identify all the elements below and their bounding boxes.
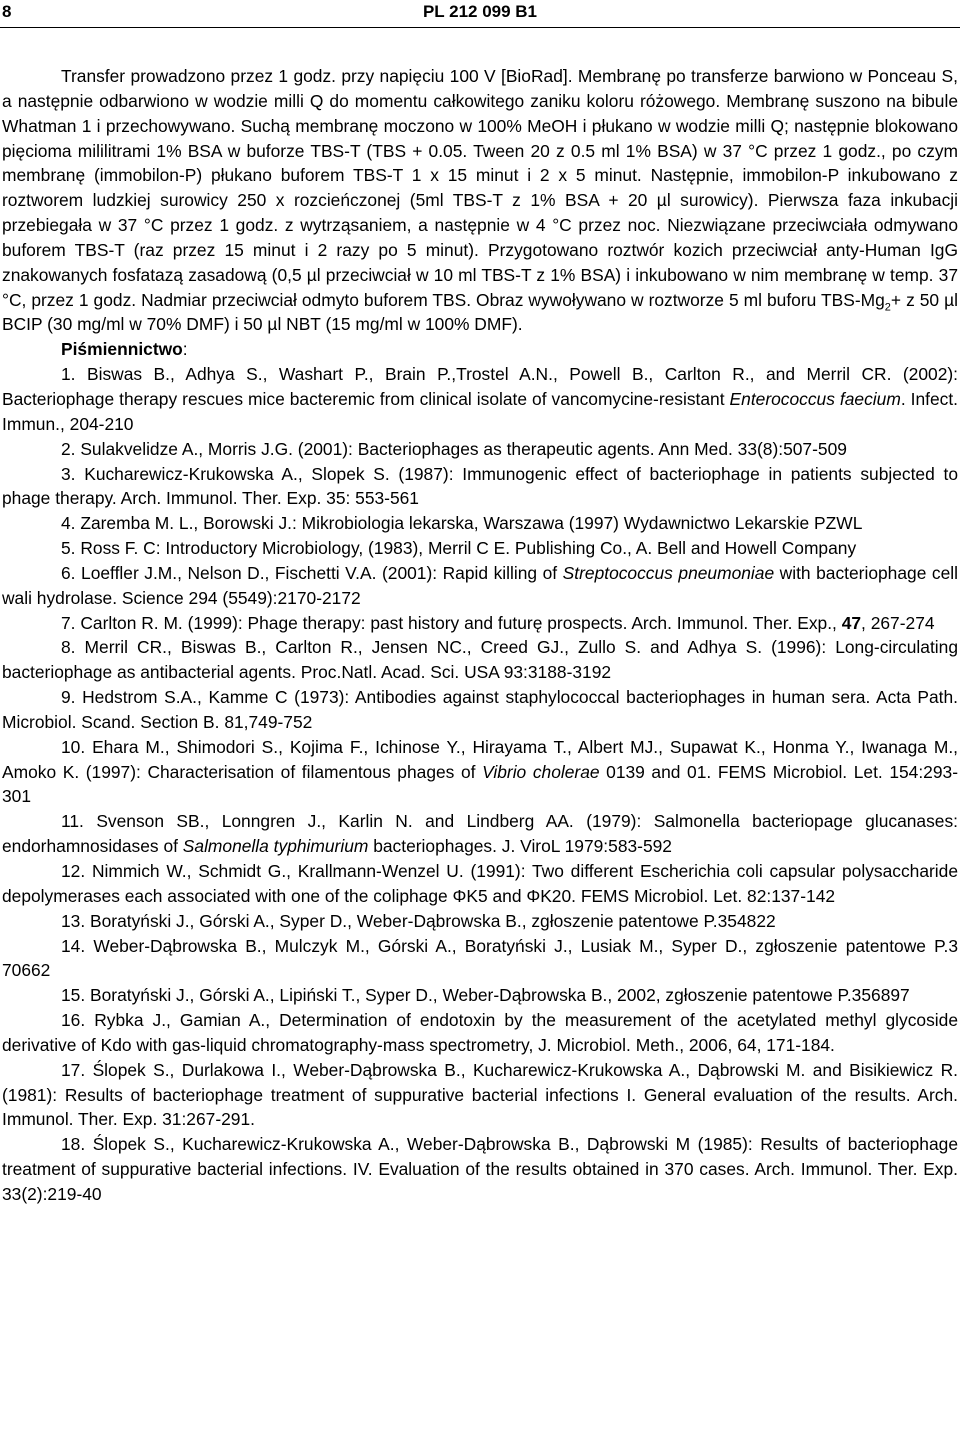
reference-item — [2, 536, 958, 561]
reference-text: 11. Svenson SB., Lonngren J., Karlin N. and Lindberg AA. (1979): Salmonella bacteriopage glucanases: endorhamnosidases of — [2, 811, 958, 857]
reference-text: 17. Ślopek S., Durlakowa I., Weber-Dąbrowska B., Kucharewicz-Krukowska A., Dąbrowski M. and Bisikiewicz R. (1981): Results of bacteriophage treatment of suppurative bacterial infections I. General evaluation of the results. Arch. Immunol. Ther. Exp. 31:267-291. — [2, 1059, 958, 1130]
procedure-text-part2: + z 50 µl BCIP (30 mg/ml w 70% DMF) i 50 µl NBT (15 mg/ml w 100% DMF). — [2, 289, 958, 335]
reference-item — [2, 635, 958, 685]
reference-item — [2, 561, 958, 611]
reference-list — [2, 362, 958, 1207]
reference-item — [2, 1058, 958, 1133]
reference-text: 2. Sulakvelidze A., Morris J.G. (2001): Bacteriophages as therapeutic agents. Ann Med. 33(8):507-509 — [61, 438, 847, 459]
page-header — [0, 0, 960, 26]
header-rule — [0, 27, 960, 28]
reference-text: 15. Boratyński J., Górski A., Lipiński T., Syper D., Weber-Dąbrowska B., 2002, zgłoszenie patentowe P.356897 — [61, 985, 910, 1006]
references-heading-colon: : — [182, 339, 188, 360]
reference-italic: Streptococcus pneumoniae — [562, 562, 775, 583]
reference-item — [2, 362, 958, 437]
document-body — [2, 64, 958, 1207]
reference-text-end: , 267-274 — [861, 612, 935, 633]
reference-item — [2, 909, 958, 934]
reference-text: 7. Carlton R. M. (1999): Phage therapy: past history and futurę prospects. Arch. Immunol. Ther. Exp., — [61, 612, 842, 633]
reference-item — [2, 983, 958, 1008]
reference-item — [2, 1008, 958, 1058]
reference-item — [2, 611, 958, 636]
reference-text: 1. Biswas B., Adhya S., Washart P., Brain P.,Trostel A.N., Powell B., Carlton R., and Merril CR. (2002): Bacteriophage therapy rescues mice bacteremic from clinical isolate of vancomycine-resistant — [2, 364, 958, 409]
reference-text: 18. Ślopek S., Kucharewicz-Krukowska A., Weber-Dąbrowska B., Dąbrowski M (1985): Results of bacteriophage treatment of suppurative bacterial infections. IV. Evaluation of the results obtained in 370 cases. Arch. Immunol. Ther. Exp. 33(2):219-40 — [2, 1134, 958, 1204]
reference-italic: Vibrio cholerae — [482, 761, 600, 782]
reference-bold: 47 — [841, 612, 862, 633]
reference-text-end: . Infect. Immun., 204-210 — [2, 388, 959, 434]
page-number: 8 — [2, 2, 12, 21]
reference-text: 5. Ross F. C: Introductory Microbiology, (1983), Merril C E. Publishing Co., A. Bell and Howell Company — [61, 538, 857, 559]
reference-text: 3. Kucharewicz-Krukowska A., Slopek S. (1987): Immunogenic effect of bacteriophage in patients subjected to phage therapy. Arch. Immunol. Ther. Exp. 35: 553-561 — [2, 463, 958, 509]
reference-text: 9. Hedstrom S.A., Kamme C (1973): Antibodies against staphylococcal bacteriophages in human sera. Acta Path. Microbiol. Scand. Section B. 81,749-752 — [2, 687, 958, 732]
reference-italic: Salmonella typhimurium — [182, 836, 369, 857]
references-heading — [2, 337, 958, 362]
reference-item — [2, 859, 958, 909]
reference-italic: Enterococcus faecium — [729, 388, 901, 409]
patent-number: PL 212 099 B1 — [422, 2, 538, 21]
reference-text-end: bacteriophages. J. ViroL 1979:583-592 — [368, 836, 672, 857]
reference-text-end: with bacteriophage cell wali hydrolase. Science 294 (5549):2170-2172 — [2, 562, 958, 608]
reference-item — [2, 735, 958, 810]
reference-item — [2, 809, 958, 859]
reference-text: 16. Rybka J., Gamian A., Determination of endotoxin by the measurement of the acetylated methyl glycoside derivative of Kdo with gas-liquid chromatography-mass spectrometry, J. Microbiol. Meth., 2006, 64, 171-184. — [2, 1010, 958, 1055]
reference-item — [2, 934, 958, 984]
reference-item — [2, 511, 958, 536]
reference-text: 6. Loeffler J.M., Nelson D., Fischetti V.A. (2001): Rapid killing of — [61, 562, 563, 583]
references-heading-text: Piśmiennictwo — [61, 339, 183, 360]
reference-text: 14. Weber-Dąbrowska B., Mulczyk M., Górski A., Boratyński J., Lusiak M., Syper D., zgłoszenie patentowe P.3 70662 — [2, 935, 958, 981]
reference-text: 12. Nimmich W., Schmidt G., Krallmann-Wenzel U. (1991): Two different Escherichia coli capsular polysaccharide depolymerases each associated with one of the coliphage ΦK5 and ΦK20. FEMS Microbiol. Let. 82:137-142 — [2, 861, 958, 906]
reference-text: 8. Merril CR., Biswas B., Carlton R., Jensen NC., Creed GJ., Zullo S. and Adhya S. (1996): Long-circulating bacteriophage as antibacterial agents. Proc.Natl. Acad. Sci. USA 93:3188-3192 — [2, 637, 958, 683]
procedure-text-part1: Transfer prowadzono przez 1 godz. przy napięciu 100 V [BioRad]. Membranę po transferze barwiono w Ponceau S, a następnie odbarwiono w wodzie milli Q do momentu całkowitego zaniku koloru różowego. Membranę suszono na bibule Whatman 1 i przechowywano. Suchą membranę moczono w 100% MeOH i płukano w wodzie milli Q; następnie blokowano pięcioma mililitrami 1% BSA w buforze TBS-T (TBS + 0.05. Tween 20 z 0.5 ml 1% BSA) w 37 °C przez 1 godz., po czym membranę (immobilon-P) płukano buforem TBS-T 1 x 15 minut i 2 x 5 minut. Następnie, immobilon-P inkubowano z roztworem ludzkiej surowicy 250 x rozcieńczonej (5ml TBS-T z 1% BSA + 20 µl surowicy). Pierwsza faza inkubacji przebiegała w 37 °C przez 1 godz. z wytrząsaniem, a następnie w 4 °C przez noc. Niezwiązane przeciwciała odmywano buforem TBS-T (raz przez 15 minut i 2 razy po 5 minut). Przygotowano roztwór kozich przeciwciał anty-Human IgG znakowanych fosfatazą zasadową (0,5 µl przeciwciał w 10 ml TBS-T z 1% BSA) i inkubowano w nim membranę w temp. 37 °C, przez 1 godz. Nadmiar przeciwciał odmyto buforem TBS. Obraz wywoływano w roztworze 5 ml buforu TBS-Mg — [2, 66, 958, 310]
subscript: 2 — [884, 301, 891, 314]
reference-text: 13. Boratyński J., Górski A., Syper D., Weber-Dąbrowska B., zgłoszenie patentowe P.354822 — [61, 910, 776, 931]
reference-item — [2, 437, 958, 462]
reference-item — [2, 685, 958, 735]
reference-item — [2, 1132, 958, 1207]
reference-text: 10. Ehara M., Shimodori S., Kojima F., Ichinose Y., Hirayama T., Albert MJ., Supawat K., Honma Y., Iwanaga M., Amoko K. (1997): Characterisation of filamentous phages of — [2, 736, 958, 782]
reference-text: 4. Zaremba M. L., Borowski J.: Mikrobiologia lekarska, Warszawa (1997) Wydawnictwo Lekarskie PZWL — [61, 513, 863, 534]
procedure-paragraph — [2, 64, 958, 337]
reference-item — [2, 462, 958, 512]
reference-text-end: 0139 and 01. FEMS Microbiol. Let. 154:293-301 — [2, 761, 958, 807]
